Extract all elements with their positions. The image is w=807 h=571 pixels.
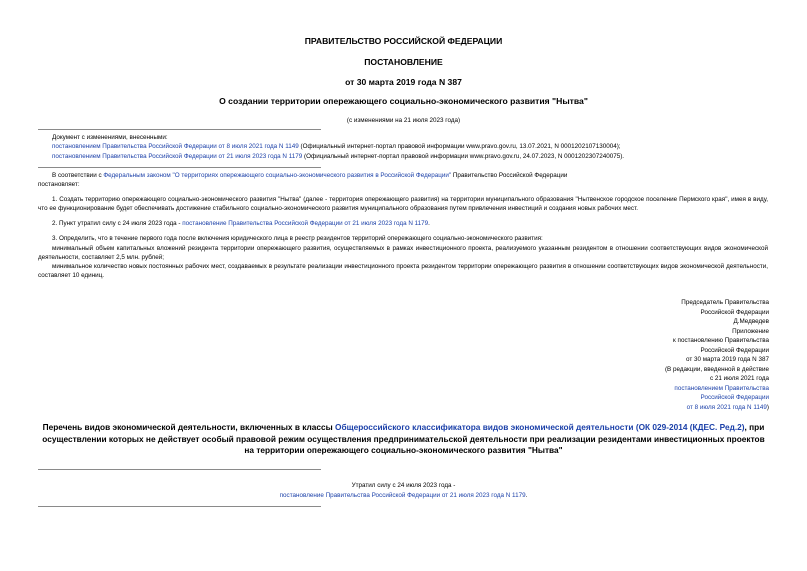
preamble-text: В соответствии с [52, 172, 104, 179]
footer-link-line [0, 491, 807, 501]
paragraph-1: 1. Создать территорию опережающего социально-экономического развития "Нытва" (далее - территория опережающего развития) на территории муниципального образования "Нытвенское городское поселение Пермского края", имея в виду, что ее функционирование будет обеспечивать достижение стабильного социально-экономического развития муниципального образования путем привлечения инвестиций и создания новых рабочих мест. [38, 196, 768, 213]
paragraph-3-jobs: минимальное количество новых постоянных рабочих мест, создаваемых в результате реализации инвестиционного проекта резидентом территории опережающего развития в отношении соответствующих видов экономической деятельности, составляет 10 единиц. [38, 262, 768, 279]
date-number-heading: от 30 марта 2019 года N 387 [345, 77, 462, 87]
appendix-line: (В редакции, введенной в действие [664, 365, 769, 373]
changes-intro: Документ с изменениями, внесенными: [52, 134, 168, 141]
okved-link[interactable]: Общероссийского классификатора видов экономической деятельности (ОК 029-2014 (КДЕС. Ред.2) [335, 422, 745, 432]
preamble-text-end: Правительство Российской Федерации [451, 172, 568, 179]
appendix-line: Российской Федерации [700, 346, 769, 354]
change-link-1179[interactable]: постановлением Правительства Российской Федерации от 21 июля 2023 года N 1179 [52, 153, 303, 160]
paragraph-2 [38, 219, 768, 228]
document-title: О создании территории опережающего социально-экономического развития "Нытва" [219, 96, 588, 106]
change-item [52, 152, 624, 161]
change-source: (Официальный интернет-портал правовой информации www.pravo.gov.ru, 24.07.2023, N 0001202307240075). [302, 153, 625, 160]
signature-position: Председатель Правительства [681, 299, 769, 306]
decides-text: постановляет: [38, 181, 80, 189]
footer-note: Утратил силу с 24 июля 2023 года - [351, 482, 456, 489]
change-source: (Официальный интернет-портал правовой информации www.pravo.gov.ru, 13.07.2021, N 0001202107130004); [298, 143, 621, 150]
appendix-line: к постановлению Правительства [673, 337, 769, 345]
signature-name: Д.Медведев [733, 318, 769, 326]
appendix-link[interactable]: Российской Федерации [700, 394, 769, 402]
footer-link[interactable]: постановление Правительства Российской Федерации от 21 июля 2023 года N 1179 [279, 492, 526, 499]
change-item [52, 142, 621, 151]
divider-footer-top [38, 469, 321, 470]
signature-country: Российской Федерации [700, 308, 769, 316]
paragraph-2-end: . [428, 220, 430, 228]
footer-end: . [525, 492, 528, 499]
paragraph-2-link[interactable]: постановление Правительства Российской Федерации от 21 июля 2023 года N 1179 [182, 220, 429, 228]
federal-law-link[interactable]: Федеральным законом "О территориях опережающего социально-экономического развития в Российской Федерации" [103, 172, 452, 179]
divider-changes [38, 167, 321, 168]
appendix-link[interactable]: от 8 июля 2021 года N 1149 [686, 404, 767, 412]
appendix-line: с 21 июля 2021 года [709, 375, 769, 383]
signature-block [665, 298, 769, 413]
government-heading: ПРАВИТЕЛЬСТВО РОССИЙСКОЙ ФЕДЕРАЦИИ [304, 36, 503, 46]
appendix-line: от 30 марта 2019 года N 387 [685, 356, 769, 364]
main-text [38, 171, 768, 280]
appendix-label: Приложение [732, 327, 769, 335]
divider-top [38, 129, 321, 130]
paragraph-3-capital: минимальный объем капитальных вложений резидента территории опережающего развития, осуществляемых в рамках инвестиционного проекта, реализуемого указанным резидентом в отношении соответствующих видов экономической деятельности, составляет 2,5 млн. рублей; [38, 244, 768, 261]
divider-footer-bottom [38, 506, 321, 507]
edition-note: (с изменениями на 21 июля 2023 года) [346, 117, 461, 124]
doc-type-heading: ПОСТАНОВЛЕНИЕ [364, 57, 443, 67]
change-link-1149[interactable]: постановлением Правительства Российской Федерации от 8 июля 2021 года N 1149 [52, 143, 299, 150]
paragraph-3: 3. Определить, что в течение первого года после включения юридического лица в реестр резидентов территорий опережающего социально-экономического развития: [52, 235, 543, 243]
list-title [38, 422, 769, 457]
appendix-link[interactable]: постановлением Правительства [674, 384, 769, 392]
paragraph-2-text: 2. Пункт утратил силу с 24 июля 2023 года - [52, 220, 183, 228]
appendix-close: ) [766, 404, 769, 412]
list-title-text-end: , при осуществлении которых не действует особый правовой режим осуществления предпринимательской деятельности при реализации резидентами инвестиционных проектов на территории опережающего социально-экономического развития "Нытва" [42, 422, 765, 455]
preamble [38, 171, 768, 180]
list-title-text: Перечень видов экономической деятельности, включенных в классы [42, 422, 335, 432]
